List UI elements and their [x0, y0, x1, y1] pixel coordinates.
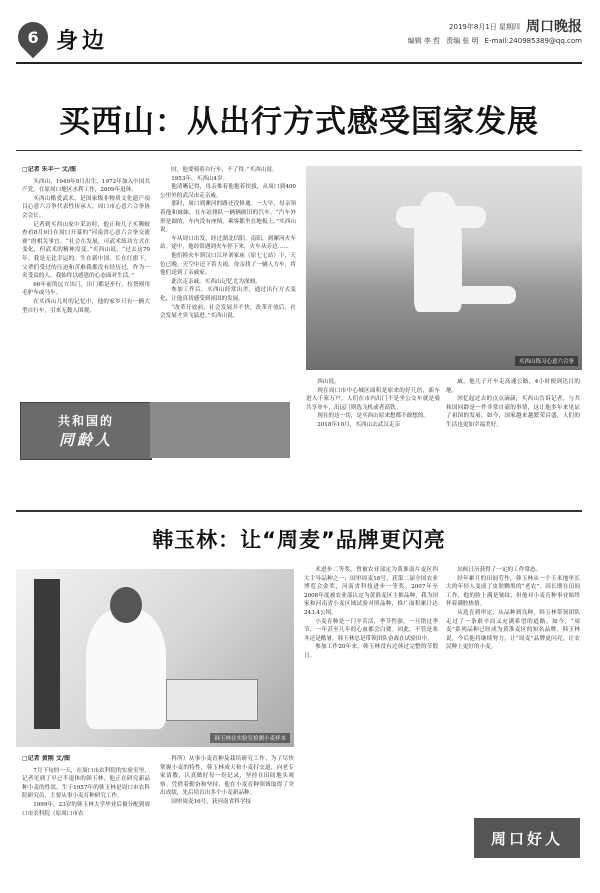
- photo-lab-instrument: [166, 679, 258, 721]
- paragraph: 在买西山儿时的记忆中，他的家乡只有一辆大型自行车，引来无数人围观。: [22, 298, 150, 314]
- page-number-badge: [12, 16, 54, 58]
- article-1-column-1: [22, 166, 150, 394]
- section-title: 身边: [56, 28, 109, 54]
- article-1-column-3: [306, 378, 440, 498]
- paragraph: 此次走亲戚，买西山记忆尤为深刻。: [171, 278, 261, 285]
- photo-researcher-figure: [86, 609, 166, 729]
- headline-article-2: 韩玉林：让“周麦”品牌更闪亮: [152, 528, 446, 552]
- article-1-byline: □记者 朱丰一 文/图: [22, 166, 77, 173]
- paragraph: 国审周麦16号，获河南省科学技: [171, 798, 252, 805]
- article-2-byline: □记者 黄刚 文/图: [22, 755, 71, 762]
- photo-1-caption: 买西山练习心意六合拳: [515, 356, 578, 366]
- article-1-column-2: [160, 166, 296, 394]
- duty-editor-credit: 责编 张 明: [446, 37, 479, 45]
- header-divider: [16, 62, 582, 64]
- paper-name: 周口晚报: [526, 19, 582, 35]
- article-2-column-4: [446, 566, 580, 812]
- paragraph: 记者到买西山家中采访时，他正和儿子买腾蛟查看8月9日在周口开幕的“河南省心意六合拳交流赛”的相关事宜。“社会在发展，可武术练功方式在变化，但武术的精神没变。”买西山说，“过去这70年，我是无比幸运的。生在新中国，长在红旗下，父辈们受过的压迫和苦难我都没有经历过，作为一名受益的人，我始终以感恩的心态面对生活。”: [22, 221, 150, 280]
- stamp-top-text: 共和国的: [57, 414, 114, 428]
- paragraph: 他清晰记得，母亲推着他抱着扶拔，从周口到400公里外的武汉市走亲戚。: [160, 184, 296, 199]
- paragraph: 买西山，1949年9月出生，1972年加入中国共产党。在原周口地区水利工作，2009年退休。: [22, 178, 150, 194]
- photo-subject-arms: [396, 206, 486, 228]
- article-2-column-2: [160, 755, 294, 885]
- photo-subject-leg: [456, 286, 516, 304]
- paragraph: 西山说。: [317, 379, 340, 385]
- headline-divider-1: [16, 150, 582, 151]
- photo-lab-shelf: [34, 579, 60, 729]
- article-1-column-4: [446, 378, 580, 498]
- paragraph: 术进步二等奖，曾被农业部定为黄淮南片麦区四大主导品种之一；国审周麦18号，获第二届全国农业博览会金奖，河南省科技进步一等奖。2007年至2008年度被农业部认定为黄淮麦区主推品种，我为国家和河南省小麦区域试验对照品种，推广面积累计达243.4公顷。: [304, 567, 438, 616]
- paragraph: 2018年10月，买西山去武汉走亲: [317, 421, 401, 428]
- article-2-column-1: [22, 755, 150, 885]
- series-stamp-same-age: [20, 402, 152, 460]
- photo-2-caption: 韩玉林在实验室检测小麦样本: [210, 733, 290, 743]
- paragraph: 参加工作20年来，韩玉林没有过休过完整的节假日。: [304, 644, 438, 659]
- paragraph: 那时，周口到漯河的路还没修通。一大早，母亲领着他和妹妹，在车站排队一辆辆破旧的汽车。“汽车外形是圆的，车内没有座椅，乘客都坐在地板上。”买西山说。: [160, 201, 296, 234]
- paragraph: 科所）从事小麦育种及栽培研究工作。为了尽快掌握小麦的特性，韩玉林成天和小麦打交道，向老专家请教，认真做好每一份记录，坚持在田间地头观察。凭借着勤奋和坚持，他在小麦育种领域取得了突出成绩，先后培育出多个小麦新品种。: [160, 756, 294, 797]
- paragraph: 1953年，买西山4岁。: [171, 175, 229, 182]
- paragraph: 戚，他儿子开车走高速公路，4小时便到达目的地。: [446, 379, 580, 394]
- page-number: 6: [27, 27, 39, 47]
- paragraph: 他们换火车到汉口江岸刘家庙（原七七站）下，天色已晚，天空中还下着大雨，母亲找了一辆人力车，将他们送到了亲戚家。: [160, 252, 296, 277]
- paragraph: 车从周口出发，经过湖北信阳，南阳，到漯河火车站。途中，他经常遇到火车停下来，火车从旁边……: [160, 235, 296, 251]
- paragraph: 7月下旬的一天，在周口市农科院的实验室里，记者见到了早已半退休的韩玉林，他正在研究新品种小麦的性状。生于1957年的韩玉林是周口市农科院研究员，主要从事小麦育种研究工作。: [22, 767, 150, 800]
- article-2-column-3: [304, 566, 438, 884]
- photo-martial-arts: [306, 166, 582, 370]
- paragraph: 参加工作后，买西山经常出差，通过出行方式变化，让他真切感受到祖国的发展。: [160, 287, 296, 302]
- stamp-photo-strip: [150, 402, 290, 458]
- paragraph: 经年累月的田间劳作，韩玉林从一个玉米地里长大的年轻人变成了皮肤黝黑的“老农”。因长期在田间工作，他的脸上满是皱纹，但他对小麦育种事业始终怀着满腔热情。: [446, 575, 580, 608]
- article-divider: [16, 510, 582, 512]
- date-line: 2019年8月1日 星期四: [449, 23, 520, 31]
- stamp-bottom-text: 同龄人: [58, 431, 113, 449]
- headline-article-1: 买西山：从出行方式感受国家发展: [59, 104, 539, 140]
- photo-lab-researcher: [16, 569, 294, 747]
- contact-email: E-mail:240985389@qq.com: [484, 37, 582, 45]
- masthead-meta: [342, 20, 582, 48]
- series-stamp-zhoukou-good-people: 周口好人: [474, 818, 580, 858]
- paragraph: 现在的这一切，是买西山原来想都不敢想的。: [317, 413, 430, 420]
- paragraph: 买西山酷爱武术，是国家级非物质文化遗产项目心意六合拳代表性传承人、周口市心意六合拳协会会长。: [22, 195, 150, 219]
- photo-researcher-head: [110, 587, 142, 623]
- editor-credit: 编辑 李 哲: [407, 37, 441, 45]
- paragraph: 小麦育种是一门辛苦活，季节性强，一旦错过季节，一年甚至几年的心血都会白费。因此，不管是寒冬还是酷暑，韩玉林总是带领团队奋战在试验田中。: [304, 618, 438, 642]
- paragraph: 回忆起过去的点点滴滴，买西山告诉记者，与共和国同龄是一件非常自豪的事情，这让他多年来见证了祖国的发展。如今，国家越来越繁荣昌盛，人们的生活也更加幸福美好。: [446, 396, 580, 428]
- paragraph: 66年前的远方出门，出门都是步行，拉货则用毛驴车或马车。: [22, 281, 150, 297]
- paragraph: 时，他要骑着自行车，不了得。”买西山说。: [171, 167, 278, 173]
- paragraph: 1999年，23岁的韩玉林大学毕业后被分配到周口市农科院（原周口市农: [22, 801, 150, 817]
- paragraph: 出候日历获得了一定的工作常态。: [457, 567, 542, 573]
- paragraph: “改革开放前，社会发展并不快，改革开放后，社会发展才突飞猛进。”买西山说。: [160, 304, 296, 320]
- paragraph: 现在周口市中心城区面积是原来的好几倍，新车进入千家万户，人们在市内出门不是坐公交车就是骑共享单车，出远门则选飞机或者高铁。: [306, 387, 440, 411]
- paragraph: 从选育到审定，从品种到良种，韩玉林带领团队走过了一条艰辛而又充满希望的道路。如今，“周麦”系列品种已经成为黄淮麦区的知名品牌。韩玉林说，今后他将继续努力，让“周麦”品牌更闪亮，让农民种上更好的小麦。: [446, 609, 580, 651]
